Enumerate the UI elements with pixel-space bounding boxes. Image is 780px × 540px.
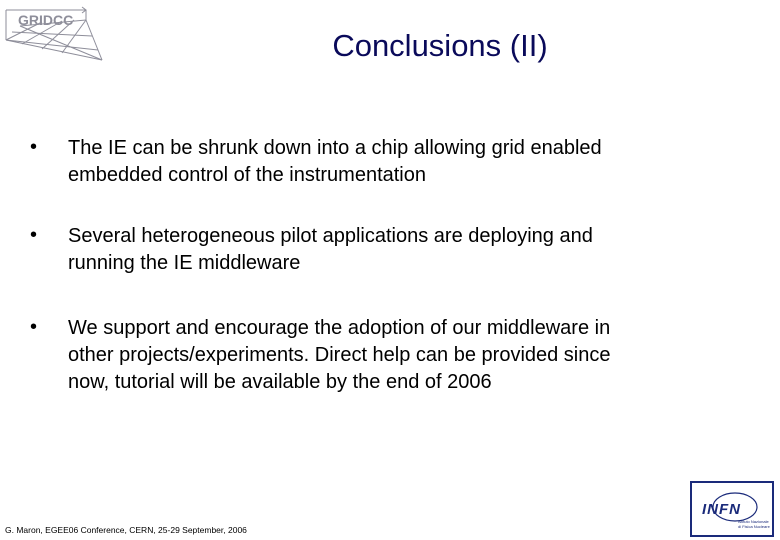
bullet-text-line: embedded control of the instrumentation (68, 164, 426, 186)
infn-logo-subtext: Istituto Nazionale di Fisica Nucleare (738, 519, 770, 529)
bullet-text-line: now, tutorial will be available by the end of 2006 (68, 371, 492, 393)
infn-logo (690, 481, 774, 537)
slide-title: Conclusions (II) (332, 28, 548, 63)
gridcc-logo (2, 4, 112, 64)
bullet-marker: • (30, 136, 38, 158)
bullet-marker: • (30, 316, 38, 338)
bullet-marker: • (30, 224, 38, 246)
bullet-text-line: We support and encourage the adoption of our middleware in (68, 317, 611, 339)
bullet-text-line: other projects/experiments. Direct help can be provided since (68, 344, 611, 366)
gridcc-logo-text: GRIDCC (18, 12, 74, 28)
bullet-text-line: The IE can be shrunk down into a chip allowing grid enabled (68, 137, 602, 159)
infn-logo-text: INFN (702, 501, 741, 518)
slide-footer: G. Maron, EGEE06 Conference, CERN, 25-29 September, 2006 (5, 525, 247, 535)
bullet-text-line: Several heterogeneous pilot applications are deploying and (68, 225, 593, 247)
bullet-text-line: running the IE middleware (68, 252, 301, 274)
